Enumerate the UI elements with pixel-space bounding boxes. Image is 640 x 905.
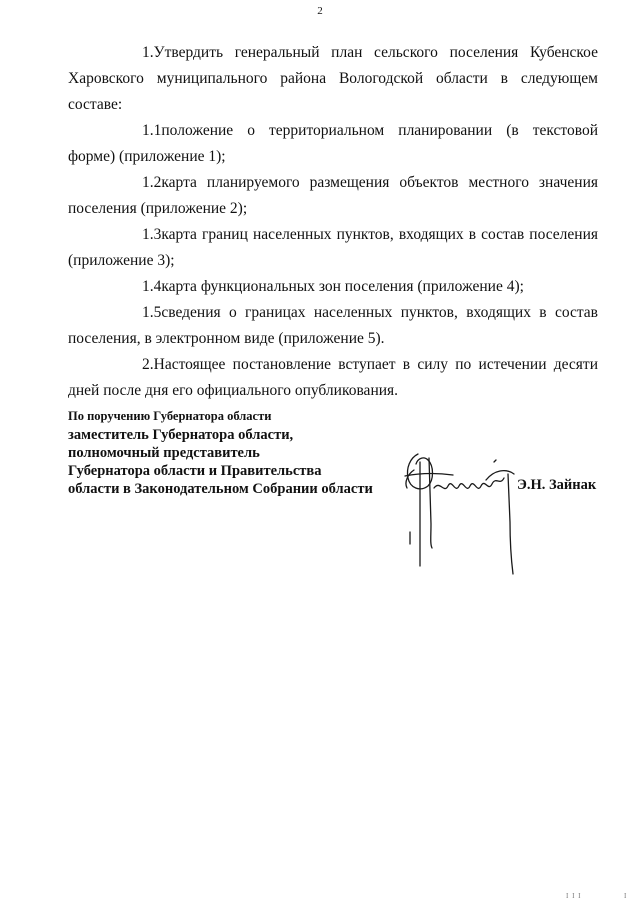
paragraph-text: Утвердить генеральный план сельского поселения Кубенское Харовского муниципального района Вологодской области в следующем составе: (68, 44, 598, 113)
paragraph-1 (68, 40, 598, 118)
paragraph-number: 1. (142, 44, 154, 61)
paragraph-number: 1.2 (142, 174, 162, 191)
signatory-title-line: заместитель Губернатора области, (68, 427, 294, 443)
paragraph-text: сведения о границах населенных пунктов, входящих в состав поселения, в электронном виде (приложение 5). (68, 304, 598, 347)
paragraph-text: карта планируемого размещения объектов местного значения поселения (приложение 2); (68, 174, 598, 217)
document-body (68, 40, 598, 404)
signatory-title-line: полномочный представитель (68, 445, 260, 461)
paragraph-1-4 (68, 274, 598, 300)
handwritten-signature (398, 440, 523, 580)
paragraph-number: 1.3 (142, 226, 162, 243)
signatory-block (68, 407, 408, 498)
paragraph-number: 1.5 (142, 304, 162, 321)
signatory-name: Э.Н. Зайнак (517, 477, 597, 493)
signatory-title-line: области в Законодательном Собрании области (68, 481, 373, 497)
paragraph-number: 1.4 (142, 278, 162, 295)
paragraph-1-1 (68, 118, 598, 170)
paragraph-text: карта границ населенных пунктов, входящих в состав поселения (приложение 3); (68, 226, 598, 269)
paragraph-2 (68, 352, 598, 404)
paragraph-number: 2. (142, 356, 154, 373)
signatory-title-line: Губернатора области и Правительства (68, 463, 322, 479)
paragraph-1-3 (68, 222, 598, 274)
scan-marks: I I I (566, 892, 582, 900)
paragraph-1-2 (68, 170, 598, 222)
scan-tick: I (624, 892, 627, 900)
paragraph-text: положение о территориальном планировании (в текстовой форме) (приложение 1); (68, 122, 598, 165)
paragraph-1-5 (68, 300, 598, 352)
page-number: 2 (317, 5, 323, 17)
signatory-instruction: По поручению Губернатора области (68, 409, 272, 423)
paragraph-text: карта функциональных зон поселения (приложение 4); (161, 278, 524, 295)
paragraph-number: 1.1 (142, 122, 162, 139)
paragraph-text: Настоящее постановление вступает в силу по истечении десяти дней после дня его официального опубликования. (68, 356, 598, 399)
